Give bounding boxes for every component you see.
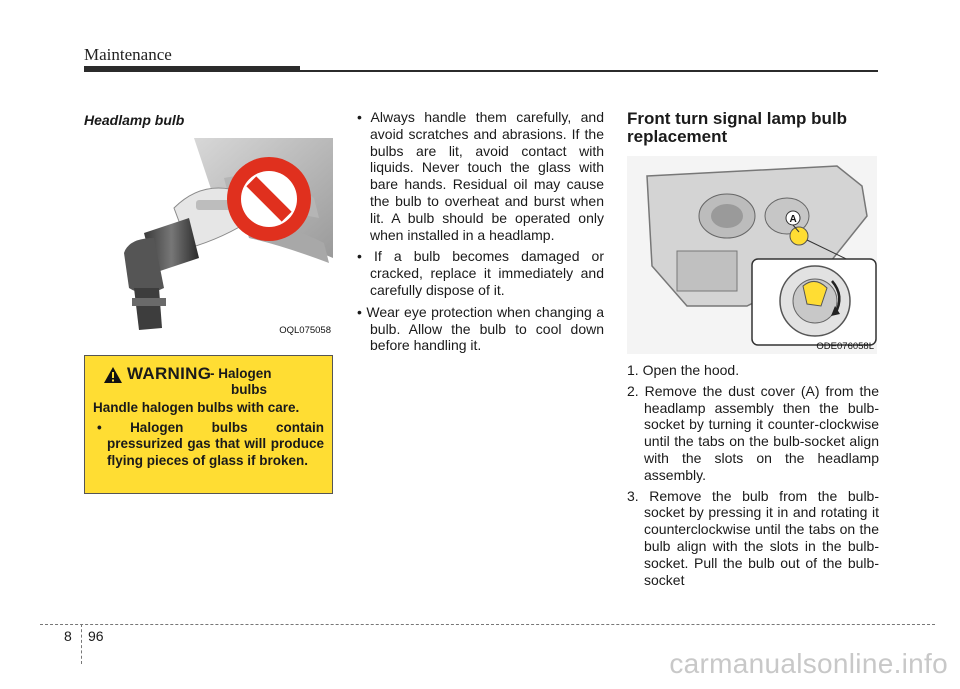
warning-bullet: • Halogen bulbs contain pressurized gas that will produce flying pieces of glass if broken. (97, 419, 324, 468)
header-rule (300, 70, 878, 72)
footer-divider (81, 624, 82, 664)
header-bar (84, 66, 300, 72)
note-bullet: • Always handle them carefully, and avoid scratches and abrasions. If the bulbs are lit, avoid contact with liquids. Never touch the glass with bare hands. Residual oil may cause the bulb to overheat and burst when lit. A bulb should be operated only when installed in a headlamp. (357, 109, 604, 243)
step-item: 3. Remove the bulb from the bulb-socket by pressing it in and rotating it counterclockwise until the tabs on the bulb align with the slots in the bulb-socket. Pull the bulb out of the bulb-socket (627, 487, 879, 588)
step-item: 2. Remove the dust cover (A) from the headlamp assembly then the bulb-socket by turning it counter-clockwise until the tabs on the bulb-socket align with the slots on the headlamp assembly. (627, 382, 879, 483)
warning-intro: Handle halogen bulbs with care. (93, 400, 300, 415)
warning-box (84, 355, 333, 494)
warning-body (93, 400, 324, 469)
warning-subtitle-2: bulbs (231, 382, 267, 397)
headlamp-bulb-heading: Headlamp bulb (84, 112, 185, 128)
photo-code: ODE076058L (816, 341, 874, 352)
turn-signal-heading: Front turn signal lamp bulb replacement (627, 109, 848, 146)
photo-code: OQL075058 (279, 325, 331, 336)
handling-notes (357, 109, 604, 359)
replacement-steps (627, 362, 879, 592)
section-title: Maintenance (84, 45, 172, 64)
footer-rule (40, 624, 935, 625)
step-item: 1. Open the hood. (627, 362, 740, 378)
page-number: 96 (88, 628, 104, 644)
callout-label-a: A (789, 214, 797, 225)
chapter-number: 8 (64, 628, 72, 644)
bulb-illustration-icon (84, 138, 333, 338)
halogen-bulb-photo (84, 138, 333, 338)
headlamp-assembly-photo (627, 156, 877, 354)
warning-subtitle: - Halogen (210, 366, 272, 381)
note-bullet: • If a bulb becomes damaged or cracked, replace it immediately and carefully dispose of it. (357, 248, 604, 298)
watermark: carmanualsonline.info (669, 648, 948, 679)
headlamp-illustration-icon (627, 156, 877, 354)
warning-title: WARNING (127, 364, 212, 383)
warning-triangle-icon (103, 366, 123, 384)
note-bullet: • Wear eye protection when changing a bulb. Allow the bulb to cool down before handling it. (357, 303, 605, 354)
